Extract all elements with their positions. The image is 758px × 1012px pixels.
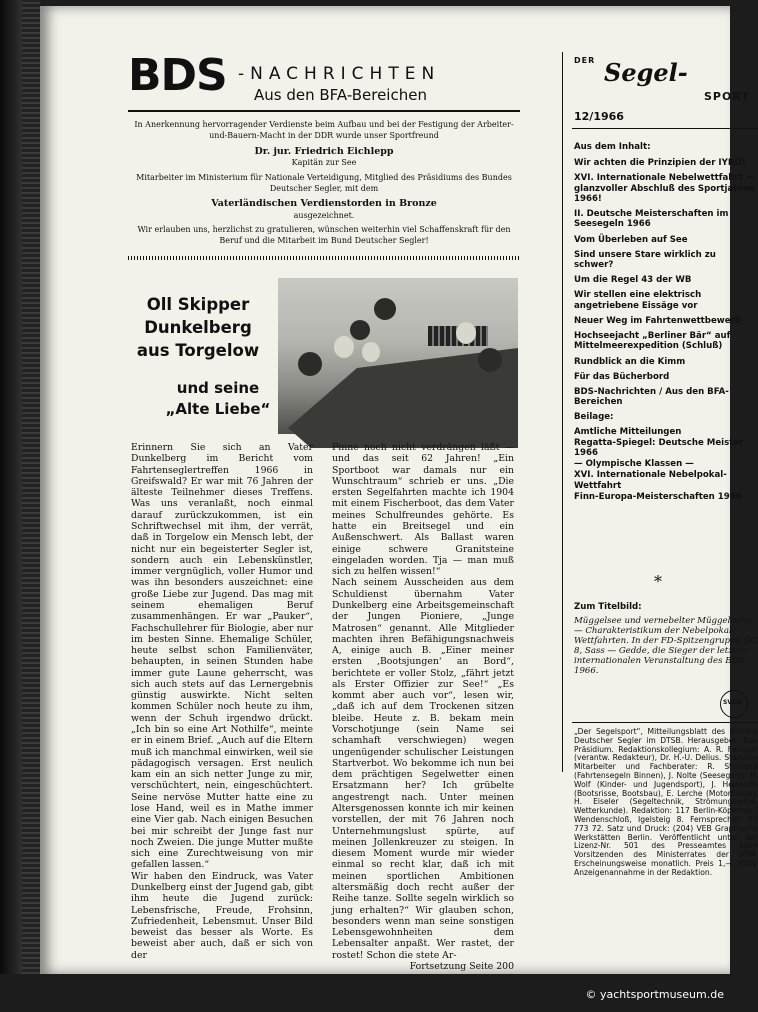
beilage-item: XVI. Internationale Nebelpokal-Wettfahrt [574,470,727,491]
photo-person [374,298,396,320]
toc-item: Rundblick an die Kimm [574,356,686,367]
beilage-item: Amtliche Mitteilungen [574,426,682,437]
toc-item: Neuer Weg im Fahrtenwettbewerb [574,315,741,326]
photo-person [478,348,502,372]
congratulation: Wir erlauben uns, herzlichst zu gratulieren, wünschen weiterhin viel Schaffenskraft für den Beruf und die Mitarbeit im Bund Deutscher Segler! [137,225,511,246]
toc-item: Wir stellen eine elektrisch angetriebene Eissäge vor [574,290,702,311]
article-paragraph: Pinne noch nicht verdrängen läßt — und das seit 62 Jahren! „Ein Sportboot war damals nur ein Wunschtraum“ schrieb er uns. „Die ersten Segelfahrten machte ich 1904 mit einem Fischerboot, das dem Vater meines Schulfreundes gehörte. Es hatte ein Breitsegel und ein Außenschwert. Als Ballast waren einige schwere Granitsteine eingeladen worden. Tja — man muß sich zu helfen wissen!“ [332,442,514,578]
titelbild-header: Zum Titelbild: [574,602,642,612]
article-subheadline: und seine „Alte Liebe“ [165,379,271,418]
binding-edge [22,0,40,1012]
section-subtitle: Aus den BFA-Bereichen [254,86,427,104]
star-ornament: * [654,572,662,591]
issue-number: 12/1966 [574,110,624,123]
table-of-contents [574,142,758,503]
contents-header: Aus dem Inhalt: [574,142,651,152]
masthead-der: DER [574,56,596,65]
beilage-header: Beilage: [574,412,614,423]
impressum-rule [572,722,758,723]
photo-person [362,342,380,362]
toc-item: Hochseejacht „Berliner Bär“ auf Mittelmeerexpedition (Schluß) [574,331,731,352]
masthead-segel: Segel- [604,58,688,87]
toc-item: BDS-Nachrichten / Aus den BFA-Bereichen [574,386,729,408]
article-paragraph: Erinnern Sie sich an Vater Dunkelberg im Bericht vom Fahrtenseglertreffen 1966 in Greifswald? Er war mit 76 Jahren der älteste Teilnehmer dieses Treffens. Was uns veranlaßt, noch einmal darauf zurückzukommen, ist ein Schriftwechsel mit ihm, der verrät, daß in Torgelow ein Mensch lebt, der nicht nur ein begeisterter Segler ist, sondern auch ein Lebenskünstler, immer vergnüglich, voller Humor und was ihn besonders auszeichnet: eine große Liebe zur Jugend. Das mag mit seinem ehemaligen Beruf zusammenhängen. Er war „Pauker“, Fachschullehrer für Biologie, aber nur im besten Sinne. Ehemalige Schüler, heute selbst schon Familienväter, behaupten, in seinen Stunden habe immer gute Laune geherrscht, was sich auch stets auf das Lernergebnis günstig auswirkte. Nicht selten kommen Schüler noch heute zu ihm, wenn der Schuh irgendwo drückt. „Ich bin so eine Art Nothilfe“, meinte er in einem Brief. „Auch auf die Eltern muß ich manchmal einwirken, weil sie pädagogisch versagen. Erst neulich kam ein an sich netter Junge zu mir, verschüchtert, nein, eingeschüchtert. Seine nervöse Mutter hatte eine zu lose Hand, weil es in Mathe immer eine Vier gab. Nach einigen Besuchen bei mir schreibt der Junge fast nur noch Zweien. Die junge Mutter mußte sich eine Zurechtweisung von mir gefallen lassen.“ [131,442,313,871]
award-awarded: ausgezeichnet. [293,210,355,220]
photo-person [350,320,370,340]
column-divider [562,52,563,772]
bds-logo: BDS [128,50,227,101]
hatched-divider [128,256,520,260]
magazine-page [40,6,758,974]
photo-person [456,322,476,344]
honoree-rank: Kapitän zur See [291,158,357,168]
masthead-sport: SPORT [704,90,750,103]
beilage-item: — Olympische Klassen — [574,459,694,470]
toc-item: Wir achten die Prinzipien der IYRU! [574,158,746,169]
article-paragraph: Wir haben den Eindruck, was Vater Dunkelberg einst der Jugend gab, gibt ihm heute die Jugend zurück: Lebensfrische, Freude, Frohsinn, Zufriedenheit, Lebensmut. Unser Bild beweist das besser als Worte. Es beweist aber auch, daß er sich von der [131,870,313,961]
award-announcement [128,120,520,247]
article-photo [278,278,518,434]
honoree-role: Mitarbeiter im Ministerium für Nationale Verteidigung, Mitglied des Präsidiums des Bundes Deutscher Segler, mit dem [136,173,512,193]
sidebar-rule [572,128,758,129]
printer-logo-text: SVZH [723,699,742,706]
honoree-name: Dr. jur. Friedrich Eichlepp [254,145,394,157]
toc-item: Sind unsere Stare wirklich zu schwer? [574,249,716,270]
photo-person [334,336,354,358]
article-headline: Oll Skipper Dunkelberg aus Torgelow [136,295,260,360]
header-rule [128,110,520,112]
photo-person [298,352,322,376]
announcement-intro: In Anerkennung hervorragender Verdienste beim Aufbau und bei der Festigung der Arbeiter-und-Bauern-Macht in der DDR wurde unser Sportfreund [134,120,514,140]
toc-item: Für das Bücherbord [574,371,670,382]
toc-item: Vom Überleben auf See [574,234,688,245]
titelbild-caption: Müggelsee und vernebelter Müggelturm — Charakteristikum der Nebelpokal-Wettfahrten. In der FD-Spitzengruppe GO 8, Sass — Gedde, die Sieger der letzten internationalen Veranstaltung des BDS 1966. [574,616,758,677]
beilage-item: Finn-Europa-Meisterschaften 1966 [574,491,742,502]
toc-item: II. Deutsche Meisterschaften im Seesegeln 1966 [574,209,729,230]
toc-item: Um die Regel 43 der WB [574,275,692,286]
continued-note: Fortsetzung Seite 200 [409,960,514,972]
article-column-2 [332,442,514,972]
article-column-1 [131,442,313,961]
impressum: „Der Segelsport“, Mitteilungsblatt des Bundes Deutscher Segler im DTSB. Herausgeber: Das Präsidium. Redaktionskollegium: A. R. Fechner (verantw. Redakteur), Dr. H.-U. Delius. Ständige Mitarbeiter und Fachberater: R. Storbeck (Fahrtensegeln Binnen), J. Nolte (Seesegeln), B. Wolf (Kinder- und Jugendsport), J. Heinrichs (Bootsrisse, Bootsbau), E. Lerche (Motorboote), H. Eiseler (Segeltechnik, Strömungslehre, Wetterkunde). Redaktion: 117 Berlin-Köpenick / Wendenschloß, Igelsteig 8. Fernsprecher: 67 773 72. Satz und Druck: (204) VEB Graphische Werkstätten Berlin. Veröffentlicht unter der Lizenz-Nr. 501 des Presseamtes beim Vorsitzenden des Ministerrates der DDR. Erscheinungsweise monatlich. Preis 1,— MDN. Anzeigenannahme in der Redaktion. [574,727,758,877]
article-paragraph: Nach seinem Ausscheiden aus dem Schuldienst übernahm Vater Dunkelberg eine Arbeitsgemeinschaft der Jungen Pioniere, „Junge Matrosen“ genannt. Alle Mitglieder machten ihren Befähigungsnachweis A, einige auch B. „Einer meiner ersten ‚Bootsjungen‘ an Bord“, berichtete er voller Stolz, „fährt jetzt als Erster Offizier zur See!“ „Es kommt aber auch vor“, lesen wir, „daß ich auf dem Trockenen sitzen bleibe. Heute z. B. bekam mein Vorschotjunge (sein Name sei schamhaft verschwiegen) wegen ungenügender schulischer Leistungen Startverbot. Wo bekomme ich nun bei dem prächtigen Segelwetter einen Ersatzmann her? Ich grübelte angestrengt nach. Unter meinen Altersgenossen konnte ich mir keinen vorstellen, der mit 76 Jahren noch Unternehmungslust spürte, auf meinen Jollenkreuzer zu steigen. In diesem Moment wurde mir wieder einmal so recht klar, daß ich mit meinen sportlichen Ambitionen altersmäßig doch recht außer der Reihe tanze. Sollte segeln wirklich so jung erhalten?“ Wir glauben schon, besonders wenn man seine sonstigen Lebensgewohnheiten dem Lebensalter anpaßt. Wer rastet, der rostet! Schon die stete Ar- [332,577,514,961]
award-name: Vaterländischen Verdienstorden in Bronze [211,197,437,209]
nachrichten-title: -NACHRICHTEN [238,64,441,84]
beilage-item: Regatta-Spiegel: Deutsche Meister 1966 [574,437,744,459]
toc-item: XVI. Internationale Nebelwettfahrt — glanzvoller Abschluß des Sportjahres 1966! [574,173,755,204]
source-credit: © yachtsportmuseum.de [585,988,724,1001]
